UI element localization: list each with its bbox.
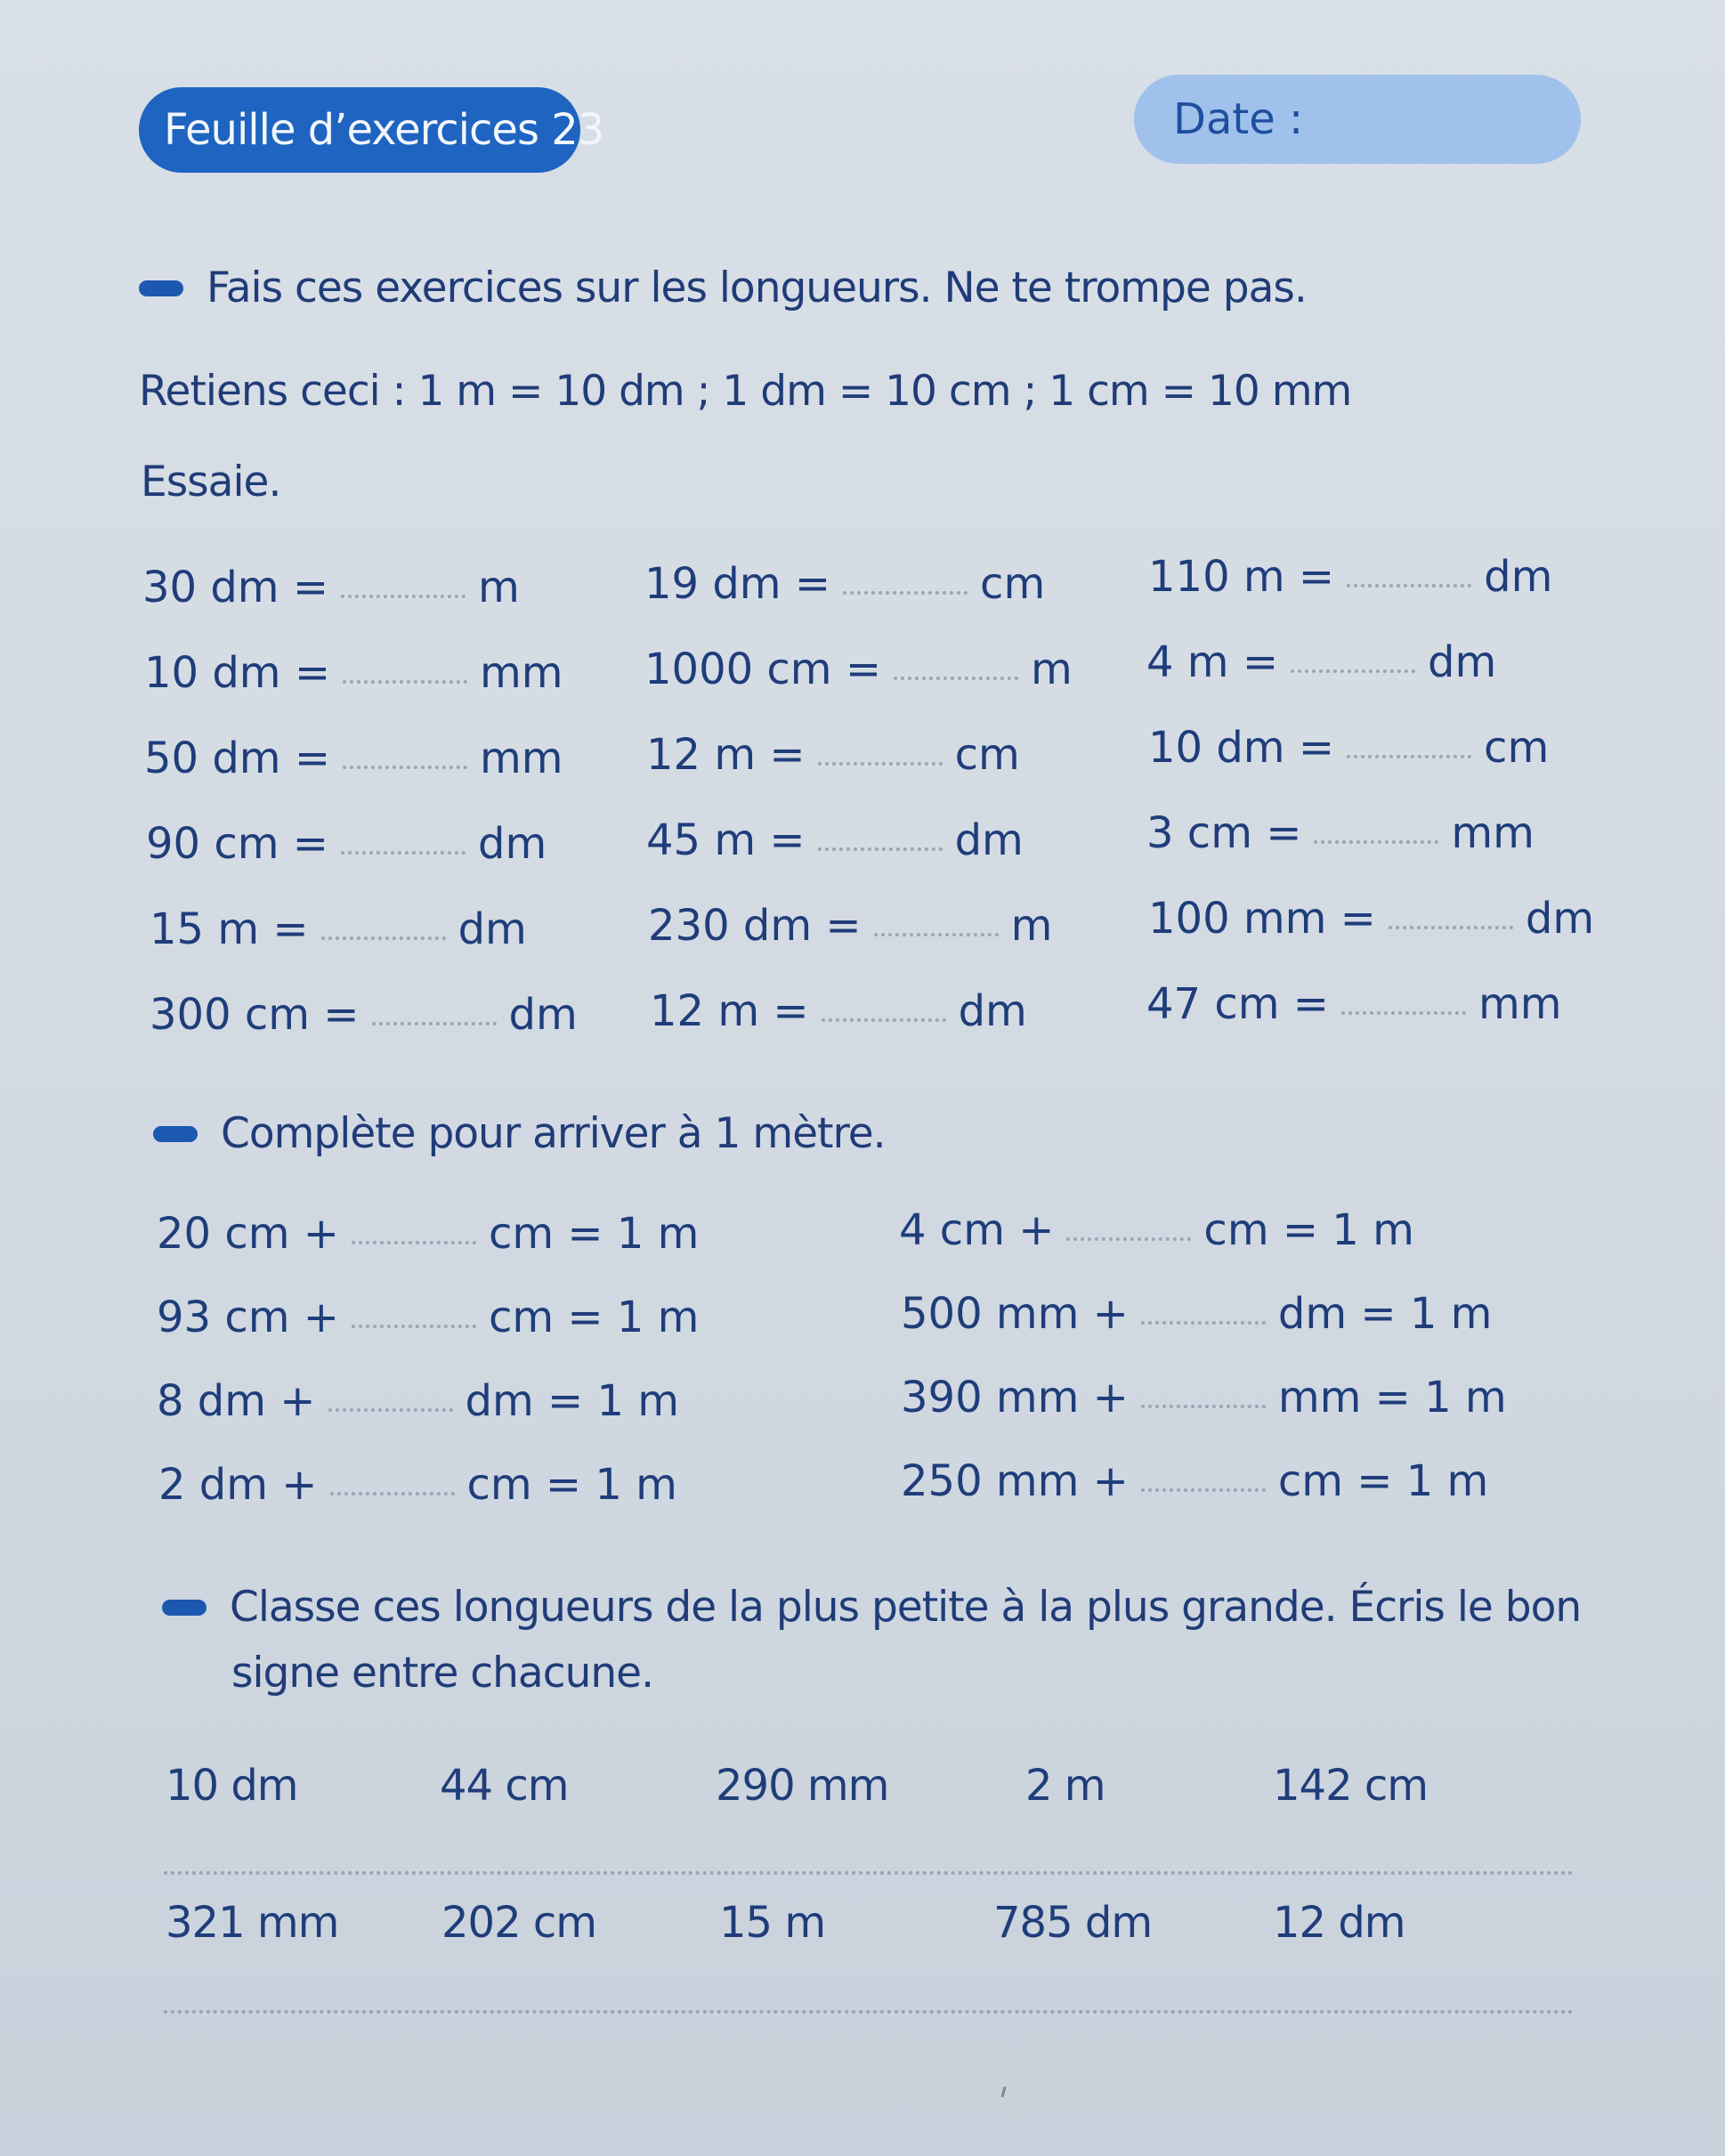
conversion-exercise: [150, 990, 578, 1040]
exercise-left: 4 cm +: [899, 1205, 1055, 1255]
conversion-exercise: [144, 648, 563, 698]
length-item: 321 mm: [166, 1898, 339, 1948]
length-item: 15 m: [719, 1898, 826, 1948]
exercise-left: 1000 cm =: [644, 644, 882, 694]
exercise-unit: cm: [1484, 723, 1550, 773]
section3-instruction: [162, 1583, 1581, 1632]
exercise-unit: mm: [480, 648, 563, 698]
exercise-unit: m: [478, 563, 520, 612]
conversion-exercise: [144, 734, 563, 783]
length-item: 202 cm: [441, 1898, 597, 1948]
exercise-unit: dm: [477, 819, 547, 869]
exercise-unit: dm: [1525, 894, 1595, 944]
exercise-left: 4 m =: [1146, 637, 1279, 687]
exercise-right: dm = 1 m: [1277, 1289, 1493, 1339]
bullet-icon: [162, 1600, 207, 1616]
exercise-unit: cm: [954, 730, 1020, 780]
exercise-unit: m: [1010, 901, 1053, 951]
length-item: 2 m: [1025, 1761, 1105, 1811]
exercise-left: 390 mm +: [901, 1373, 1129, 1422]
exercise-left: 47 cm =: [1146, 979, 1329, 1029]
worksheet-title: Feuille d’exercices 23: [164, 105, 604, 155]
exercise-left: 2 dm +: [158, 1460, 318, 1510]
conversion-exercise: [142, 563, 520, 612]
date-field[interactable]: [1134, 75, 1581, 164]
exercise-left: 12 m =: [646, 730, 806, 780]
exercise-right: cm = 1 m: [1203, 1205, 1414, 1255]
answer-blank[interactable]: [822, 1018, 946, 1022]
section3-instruction-text: Classe ces longueurs de la plus petite à la plus grande. Écris le bon: [230, 1583, 1582, 1632]
answer-line[interactable]: [164, 2010, 1574, 2014]
section2-instruction: [153, 1109, 886, 1158]
answer-blank[interactable]: [343, 680, 467, 684]
complete-exercise: [158, 1460, 677, 1510]
exercise-unit: dm: [508, 990, 578, 1040]
exercise-unit: mm: [1478, 979, 1562, 1029]
conversion-exercise: [1146, 637, 1496, 687]
answer-blank[interactable]: [1066, 1237, 1191, 1241]
complete-exercise: [901, 1456, 1488, 1506]
exercise-left: 3 cm =: [1146, 808, 1302, 858]
conversion-exercise: [644, 644, 1073, 694]
answer-line[interactable]: [164, 1871, 1574, 1875]
exercise-right: cm = 1 m: [466, 1460, 677, 1510]
exercise-left: 250 mm +: [901, 1456, 1129, 1506]
exercise-left: 8 dm +: [157, 1376, 316, 1426]
exercise-left: 45 m =: [646, 815, 806, 865]
answer-blank[interactable]: [1341, 1011, 1466, 1015]
answer-blank[interactable]: [352, 1241, 476, 1244]
exercise-unit: cm: [980, 559, 1046, 609]
complete-exercise: [901, 1289, 1492, 1339]
answer-blank[interactable]: [1141, 1405, 1266, 1408]
exercise-left: 230 dm =: [648, 901, 862, 951]
answer-blank[interactable]: [843, 591, 968, 595]
answer-blank[interactable]: [818, 847, 943, 851]
conversion-exercise: [1148, 723, 1549, 773]
exercise-unit: dm: [958, 986, 1027, 1036]
date-label: Date :: [1173, 94, 1304, 144]
answer-blank[interactable]: [1141, 1488, 1266, 1492]
answer-blank[interactable]: [330, 1492, 455, 1495]
complete-exercise: [157, 1293, 699, 1342]
conversion-exercise: [1146, 979, 1561, 1029]
conversion-exercise: [1148, 552, 1552, 602]
answer-blank[interactable]: [372, 1022, 497, 1025]
complete-exercise: [899, 1205, 1414, 1255]
exercise-right: dm = 1 m: [465, 1376, 680, 1426]
conversion-exercise: [646, 815, 1024, 865]
conversion-exercise: [150, 904, 527, 954]
conversion-exercise: [644, 559, 1045, 609]
answer-blank[interactable]: [1347, 755, 1471, 758]
answer-blank[interactable]: [341, 851, 466, 855]
section1-instruction: [139, 263, 1307, 312]
answer-blank[interactable]: [1291, 669, 1415, 673]
worksheet-title-badge: [139, 87, 604, 173]
exercise-left: 10 dm =: [144, 648, 331, 698]
exercise-left: 300 cm =: [150, 990, 360, 1040]
answer-blank[interactable]: [341, 595, 466, 598]
answer-blank[interactable]: [894, 677, 1018, 680]
section3-instruction-continued: signe entre chacune.: [231, 1649, 654, 1698]
exercise-left: 500 mm +: [901, 1289, 1129, 1339]
exercise-left: 10 dm =: [1148, 723, 1335, 773]
exercise-right: cm = 1 m: [488, 1209, 700, 1259]
complete-exercise: [157, 1376, 679, 1426]
exercise-right: mm = 1 m: [1277, 1373, 1507, 1422]
exercise-unit: dm: [954, 815, 1024, 865]
exercise-left: 20 cm +: [157, 1209, 339, 1259]
length-item: 142 cm: [1273, 1761, 1429, 1811]
length-item: 44 cm: [440, 1761, 569, 1811]
conversion-exercise: [646, 730, 1020, 780]
answer-blank[interactable]: [1141, 1321, 1266, 1325]
bullet-icon: [153, 1126, 198, 1142]
conversion-exercise: [648, 901, 1052, 951]
answer-blank[interactable]: [1314, 840, 1438, 844]
exercise-right: cm = 1 m: [488, 1293, 700, 1342]
answer-blank[interactable]: [321, 936, 446, 940]
exercise-unit: mm: [1451, 808, 1535, 858]
length-item: 785 dm: [993, 1898, 1153, 1948]
answer-blank[interactable]: [874, 933, 999, 936]
answer-blank[interactable]: [1389, 926, 1513, 929]
bullet-icon: [139, 280, 183, 296]
answer-blank[interactable]: [343, 766, 467, 769]
answer-blank[interactable]: [328, 1408, 453, 1412]
answer-blank[interactable]: [352, 1325, 476, 1328]
conversion-exercise: [146, 819, 547, 869]
complete-exercise: [157, 1209, 699, 1259]
exercise-right: cm = 1 m: [1277, 1456, 1489, 1506]
exercise-left: 90 cm =: [146, 819, 328, 869]
exercise-left: 19 dm =: [644, 559, 831, 609]
exercise-left: 50 dm =: [144, 734, 331, 783]
exercise-unit: dm: [1484, 552, 1553, 602]
exercise-unit: m: [1031, 644, 1073, 694]
length-item: 10 dm: [166, 1761, 298, 1811]
exercise-left: 12 m =: [650, 986, 809, 1036]
answer-blank[interactable]: [1347, 584, 1471, 588]
conversion-exercise: [1148, 894, 1594, 944]
length-item: 12 dm: [1273, 1898, 1405, 1948]
length-item: 290 mm: [716, 1761, 889, 1811]
exercise-left: 15 m =: [150, 904, 309, 954]
conversion-exercise: [1146, 808, 1535, 858]
conversion-exercise: [650, 986, 1027, 1036]
exercise-left: 100 mm =: [1148, 894, 1376, 944]
section1-instruction-text: Fais ces exercices sur les longueurs. Ne te trompe pas.: [207, 263, 1307, 312]
exercise-left: 30 dm =: [142, 563, 329, 612]
exercise-left: 110 m =: [1148, 552, 1335, 602]
reminder-text: Retiens ceci : 1 m = 10 dm ; 1 dm = 10 cm ; 1 cm = 10 mm: [139, 367, 1352, 416]
exercise-unit: dm: [458, 904, 527, 954]
exercise-left: 93 cm +: [157, 1293, 339, 1342]
try-label: Essaie.: [141, 458, 281, 507]
exercise-unit: dm: [1428, 637, 1497, 687]
section2-instruction-text: Complète pour arriver à 1 mètre.: [221, 1109, 886, 1158]
complete-exercise: [901, 1373, 1507, 1422]
exercise-unit: mm: [480, 734, 563, 783]
paper-speck: [1000, 2087, 1006, 2097]
answer-blank[interactable]: [818, 762, 943, 766]
